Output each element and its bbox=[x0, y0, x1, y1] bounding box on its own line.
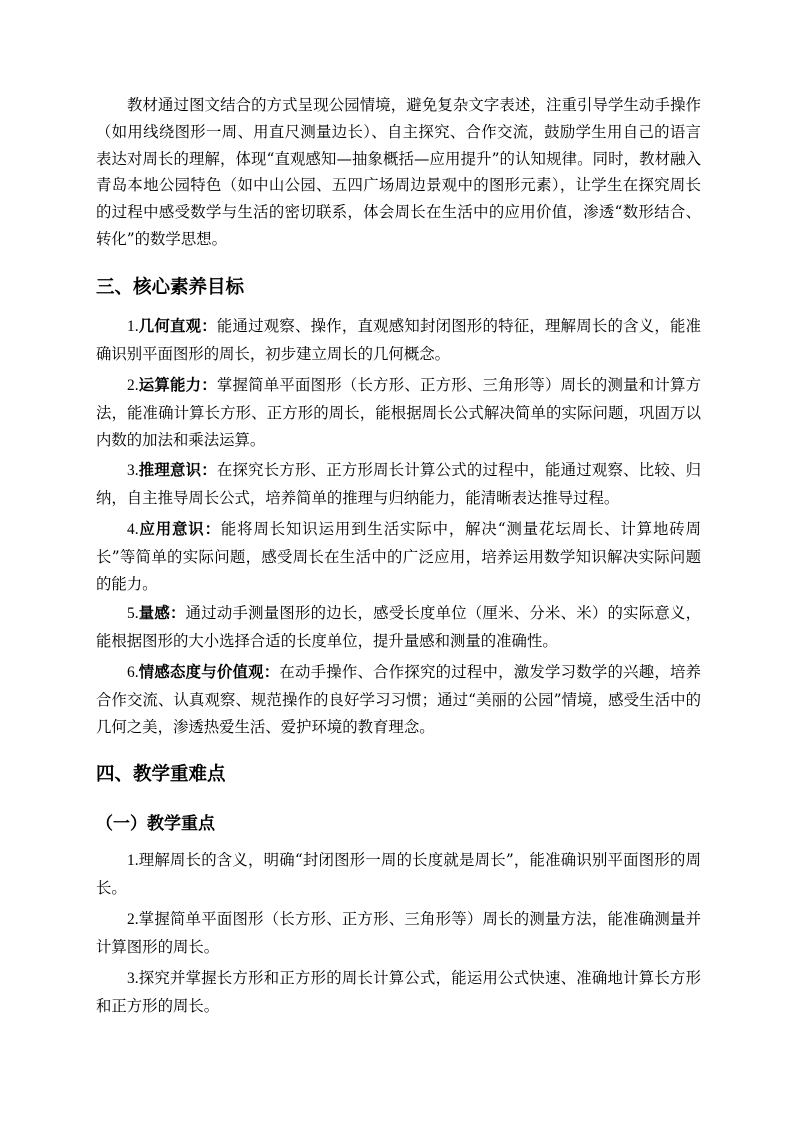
key-point-1 bbox=[96, 847, 701, 902]
objective-6 bbox=[96, 659, 701, 740]
objective-3-sep: ： bbox=[201, 461, 217, 479]
objective-3 bbox=[96, 457, 701, 512]
objective-4-sep: ： bbox=[204, 520, 221, 538]
objective-3-number: 3. bbox=[127, 462, 139, 479]
key-point-1-text: 理解周长的含义，明确“封闭图形一周的长度就是周长”，能准确识别平面图形的周长。 bbox=[96, 851, 701, 897]
objective-5 bbox=[96, 600, 701, 655]
objective-2-text: 掌握简单平面图形（长方形、正方形、三角形等）周长的测量和计算方法，能准确计算长方形、正方形的周长，能根据周长公式解决简单的实际问题，巩固万以内数的加法和乘法运算。 bbox=[96, 376, 701, 449]
objective-4-number: 4. bbox=[127, 521, 139, 538]
objective-1-sep: ： bbox=[201, 317, 217, 335]
subsection-1-heading: （一）教学重点 bbox=[96, 814, 215, 834]
objective-2 bbox=[96, 372, 701, 453]
section-3-heading: 三、核心素养目标 bbox=[96, 277, 245, 298]
objective-1-text: 能通过观察、操作，直观感知封闭图形的特征，理解周长的含义，能准确识别平面图形的周长，初步建立周长的几何概念。 bbox=[96, 317, 701, 363]
objective-2-sep: ： bbox=[201, 376, 217, 394]
key-point-1-number: 1. bbox=[127, 852, 139, 869]
section-4-heading: 四、教学重难点 bbox=[96, 764, 226, 785]
key-point-2-number: 2. bbox=[127, 911, 139, 928]
objective-6-sep: ： bbox=[263, 663, 280, 681]
objective-6-text: 在动手操作、合作探究的过程中，激发学习数学的兴趣，培养合作交流、认真观察、规范操作的良好学习习惯；通过“美丽的公园”情境，感受生活中的几何之美，渗透热爱生活、爱护环境的教育理念。 bbox=[96, 663, 701, 736]
key-point-3-number: 3. bbox=[127, 970, 139, 987]
objective-4 bbox=[96, 516, 701, 597]
objective-4-text: 能将周长知识运用到生活实际中，解决“测量花坛周长、计算地砖周长”等简单的实际问题，感受周长在生活中的广泛应用，培养运用数学知识解决实际问题的能力。 bbox=[96, 520, 701, 593]
objective-4-label: 应用意识 bbox=[138, 520, 205, 538]
objective-3-text: 在探究长方形、正方形周长计算公式的过程中，能通过观察、比较、归纳，自主推导周长公式，培养简单的推理与归纳能力，能清晰表达推导过程。 bbox=[96, 461, 701, 507]
objective-3-label: 推理意识 bbox=[138, 461, 202, 479]
objective-6-number: 6. bbox=[127, 664, 139, 681]
objective-5-text: 通过动手测量图形的边长，感受长度单位（厘米、分米、米）的实际意义，能根据图形的大小选择合适的长度单位，提升量感和测量的准确性。 bbox=[96, 604, 701, 650]
objective-1-number: 1. bbox=[127, 318, 139, 335]
objective-2-number: 2. bbox=[127, 377, 139, 394]
objective-1-label: 几何直观 bbox=[138, 317, 202, 335]
key-point-3-text: 探究并掌握长方形和正方形的周长计算公式，能运用公式快速、准确地计算长方形和正方形的周长。 bbox=[96, 969, 701, 1015]
intro-paragraph: 教材通过图文结合的方式呈现公园情境，避免复杂文字表述，注重引导学生动手操作（如用线绕图形一周、用直尺测量边长）、自主探究、合作交流，鼓励学生用自己的语言表达对周长的理解，体现“直观感知—抽象概括—应用提升”的认知规律。同时，教材融入青岛本地公园特色（如中山公园、五四广场周边景观中的图形元素），让学生在探究周长的过程中感受数学与生活的密切联系，体会周长在生活中的应用价值，渗透“数形结合、转化”的数学思想。 bbox=[96, 96, 701, 248]
key-point-2-text: 掌握简单平面图形（长方形、正方形、三角形等）周长的测量方法，能准确测量并计算图形的周长。 bbox=[96, 910, 701, 956]
key-point-3 bbox=[96, 965, 701, 1020]
objective-6-label: 情感态度与价值观 bbox=[138, 663, 264, 681]
key-point-2 bbox=[96, 906, 701, 961]
objective-5-number: 5. bbox=[127, 605, 139, 622]
objective-1 bbox=[96, 313, 701, 368]
objective-2-label: 运算能力 bbox=[138, 376, 202, 394]
objective-5-label: 量感 bbox=[138, 604, 171, 622]
objective-5-sep: ： bbox=[170, 604, 186, 622]
